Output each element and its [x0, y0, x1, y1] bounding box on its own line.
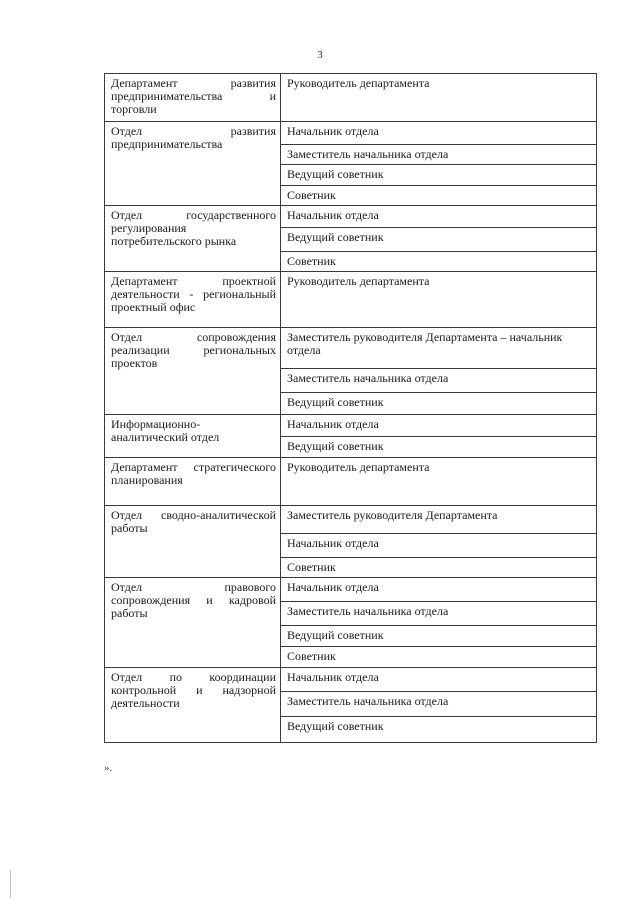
- table-row: [105, 668, 597, 692]
- staff-positions-table: [104, 73, 597, 743]
- position-cell: Начальник отдела: [281, 534, 597, 558]
- position-cell: Начальник отдела: [281, 578, 597, 602]
- unit-name-cell: Департамент стратегического планирования: [105, 458, 281, 506]
- position-cell: Начальник отдела: [281, 668, 597, 692]
- unit-name-cell: Департамент развития предпринимательства и торговли: [105, 74, 281, 122]
- unit-name-cell: Информационно-аналитический отдел: [105, 415, 281, 458]
- position-cell: Заместитель руководителя Департамента – начальник отдела: [281, 328, 597, 369]
- unit-name-cell: Отдел развития предпринимательства: [105, 122, 281, 206]
- position-cell: Начальник отдела: [281, 122, 597, 145]
- table-row: [105, 458, 597, 506]
- position-cell: Ведущий советник: [281, 437, 597, 458]
- position-cell: Советник: [281, 647, 597, 668]
- position-cell: Советник: [281, 252, 597, 272]
- position-cell: Руководитель департамента: [281, 74, 597, 122]
- table-row: [105, 506, 597, 534]
- page-number: 3: [317, 49, 323, 61]
- position-cell: Заместитель начальника отдела: [281, 602, 597, 626]
- table-row: [105, 415, 597, 437]
- position-cell: Ведущий советник: [281, 228, 597, 252]
- position-cell: Советник: [281, 558, 597, 578]
- position-cell: Начальник отдела: [281, 415, 597, 437]
- position-cell: Руководитель департамента: [281, 458, 597, 506]
- table-row: [105, 206, 597, 228]
- closing-quote: ».: [104, 762, 113, 774]
- position-cell: Ведущий советник: [281, 393, 597, 415]
- table-row: [105, 122, 597, 145]
- table-row: [105, 578, 597, 602]
- unit-name-cell: Отдел по координации контрольной и надзорной деятельности: [105, 668, 281, 743]
- table-row: [105, 328, 597, 369]
- position-cell: Ведущий советник: [281, 165, 597, 186]
- table-row: [105, 272, 597, 328]
- position-cell: Руководитель департамента: [281, 272, 597, 328]
- scan-margin-mark: [10, 870, 11, 898]
- unit-name-cell: Отдел государственного регулирования потребительского рынка: [105, 206, 281, 272]
- unit-name-cell: Департамент проектной деятельности - региональный проектный офис: [105, 272, 281, 328]
- unit-name-cell: Отдел сопровождения реализации региональных проектов: [105, 328, 281, 415]
- unit-name-cell: Отдел правового сопровождения и кадровой работы: [105, 578, 281, 668]
- position-cell: Ведущий советник: [281, 626, 597, 647]
- position-cell: Начальник отдела: [281, 206, 597, 228]
- staff-table-body: [105, 74, 597, 743]
- position-cell: Заместитель начальника отдела: [281, 145, 597, 165]
- position-cell: Заместитель начальника отдела: [281, 369, 597, 393]
- position-cell: Ведущий советник: [281, 717, 597, 743]
- table-row: [105, 74, 597, 122]
- position-cell: Заместитель начальника отдела: [281, 692, 597, 717]
- position-cell: Заместитель руководителя Департамента: [281, 506, 597, 534]
- unit-name-cell: Отдел сводно-аналитической работы: [105, 506, 281, 578]
- position-cell: Советник: [281, 186, 597, 206]
